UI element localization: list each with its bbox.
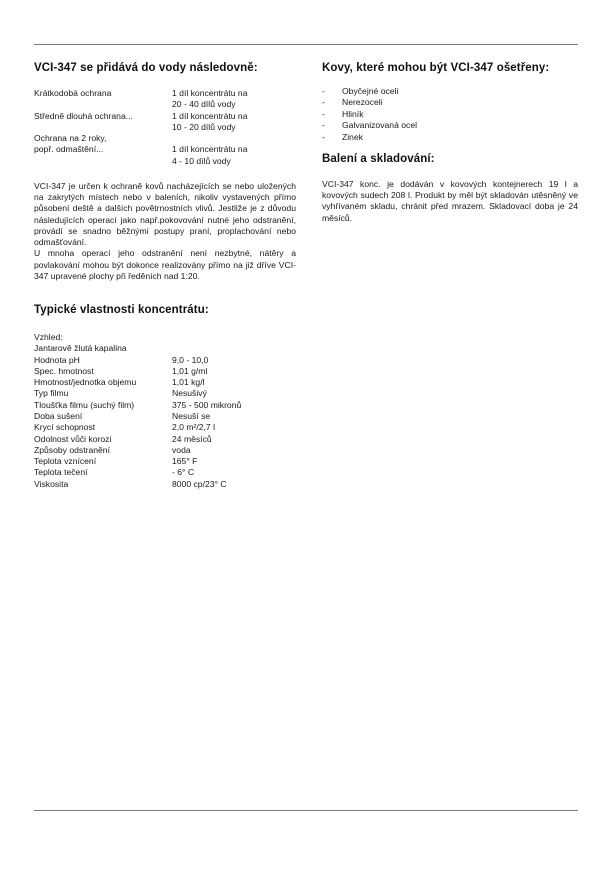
property-value <box>172 343 241 354</box>
dosage-value: 20 - 40 dílů vody <box>172 99 236 110</box>
dosage-label <box>34 99 172 110</box>
property-value: 24 měsíců <box>172 433 212 444</box>
metal-name: Zinek <box>342 131 364 142</box>
metal-name: Galvanizovaná ocel <box>342 120 418 131</box>
property-row <box>34 388 241 399</box>
packaging-heading: Balení a skladování: <box>322 153 435 166</box>
bullet-dash: - <box>322 120 325 131</box>
dosage-label: Středně dlouhá ochrana... <box>34 110 133 121</box>
dosage-value: 4 - 10 dílů vody <box>172 155 231 166</box>
property-row <box>34 355 241 366</box>
property-name: Odolnost vůči korozi <box>34 433 112 444</box>
dosage-row <box>34 156 248 167</box>
dosage-row <box>34 88 248 99</box>
right-column <box>322 62 578 224</box>
property-value: 8000 cp/23° C <box>172 478 227 489</box>
usage-paragraph <box>34 181 296 282</box>
dosage-value: 1 díl koncentrátu na <box>172 110 248 121</box>
bullet-dash: - <box>322 108 325 119</box>
dosage-heading: VCI-347 se přidává do vody následovně: <box>34 62 258 74</box>
dosage-row <box>34 144 248 155</box>
usage-text-2: U mnoha operací jeho odstranění není nezbytné, nátěry a povlakování mohou být dokonce realizovány přímo na již dříve VCI-347 upravené plochy při ředěních nad 1:20. <box>34 248 296 281</box>
property-name: Typ filmu <box>34 388 69 399</box>
bullet-dash: - <box>322 97 325 108</box>
property-value: 375 - 500 mikronů <box>172 399 242 410</box>
dosage-value <box>172 133 248 144</box>
property-name: Vzhled: <box>34 331 63 342</box>
property-name: Hodnota pH <box>34 354 80 365</box>
property-row <box>34 400 241 411</box>
dosage-value: 1 díl koncentrátu na <box>172 144 248 155</box>
metal-item <box>322 132 578 143</box>
property-value <box>172 332 241 343</box>
property-value: voda <box>172 444 191 455</box>
dosage-label <box>34 156 172 167</box>
property-row <box>34 434 241 445</box>
dosage-table <box>34 88 248 167</box>
property-name: Spec. hmotnost <box>34 365 94 376</box>
top-divider <box>34 44 578 45</box>
property-name: Viskosita <box>34 478 69 489</box>
metals-heading: Kovy, které mohou být VCI-347 ošetřeny: <box>322 62 550 74</box>
properties-heading: Typické vlastnosti koncentrátu: <box>34 303 209 316</box>
dosage-label <box>34 122 172 133</box>
property-name: Teplota vznícení <box>34 456 97 467</box>
metal-name: Nerezoceli <box>342 97 383 108</box>
property-name: Doba sušení <box>34 410 83 421</box>
dosage-value: 10 - 20 dílů vody <box>172 121 236 132</box>
property-value: Nesuší se <box>172 410 211 421</box>
property-value: 165° F <box>172 456 198 467</box>
usage-text-1: VCI-347 je určen k ochraně kovů nacházejících se nebo uložených na zakrytých místech nebo v baleních, nikoliv vystavených přímo působení deště a dalších povětrnostních vlivů. Jestliže je z důvodu následujících operací jako např.pokovování nutné jeho odstranění, provádí se snadno běžnými postupy praní, proplachování nebo odmašťování. <box>34 181 296 248</box>
dosage-label: Ochrana na 2 roky, <box>34 133 107 144</box>
packaging-text: VCI-347 konc. je dodáván v kovových kontejnerech 19 l a kovových sudech 208 l. Produkt by měl být skladován utěsněný ve vyhřívaném skladu, chránit před mrazem. Skladovací doba je 24 měsíců. <box>322 179 578 223</box>
properties-table <box>34 332 241 490</box>
property-value: 1,01 kg/l <box>172 377 205 388</box>
dosage-row <box>34 133 248 144</box>
property-row <box>34 411 241 422</box>
left-column <box>34 62 296 490</box>
property-row <box>34 366 241 377</box>
property-name: Teplota tečení <box>34 467 88 478</box>
property-value: 2,0 m²/2,7 l <box>172 422 215 433</box>
dosage-row <box>34 111 248 122</box>
metal-item <box>322 86 578 97</box>
dosage-label: popř. odmaštění... <box>34 144 104 155</box>
property-name: Krycí schopnost <box>34 422 96 433</box>
property-value: Nesušivý <box>172 388 207 399</box>
property-name: Jantarově žlutá kapalina <box>34 343 127 354</box>
metal-item <box>322 97 578 108</box>
property-row <box>34 377 241 388</box>
metal-name: Hliník <box>342 108 364 119</box>
property-row <box>34 479 241 490</box>
property-value: - 6° C <box>172 467 195 478</box>
property-value: 9,0 - 10,0 <box>172 354 209 365</box>
property-row <box>34 332 241 343</box>
property-name: Způsoby odstranění <box>34 444 110 455</box>
metal-item <box>322 120 578 131</box>
property-row <box>34 456 241 467</box>
property-row <box>34 343 241 354</box>
property-name: Tloušťka filmu (suchý film) <box>34 399 135 410</box>
bottom-divider <box>34 810 578 811</box>
metals-list <box>322 86 578 143</box>
property-name: Hmotnost/jednotka objemu <box>34 377 137 388</box>
property-row <box>34 422 241 433</box>
metal-name: Obyčejné oceli <box>342 86 399 96</box>
dosage-value: 1 díl koncentrátu na <box>172 88 248 98</box>
dosage-row <box>34 122 248 133</box>
metal-item <box>322 109 578 120</box>
property-row <box>34 467 241 478</box>
dosage-row <box>34 99 248 110</box>
bullet-dash: - <box>322 86 325 96</box>
property-value: 1,01 g/ml <box>172 365 208 376</box>
bullet-dash: - <box>322 131 325 142</box>
dosage-label: Krátkodobá ochrana <box>34 88 112 98</box>
property-row <box>34 445 241 456</box>
